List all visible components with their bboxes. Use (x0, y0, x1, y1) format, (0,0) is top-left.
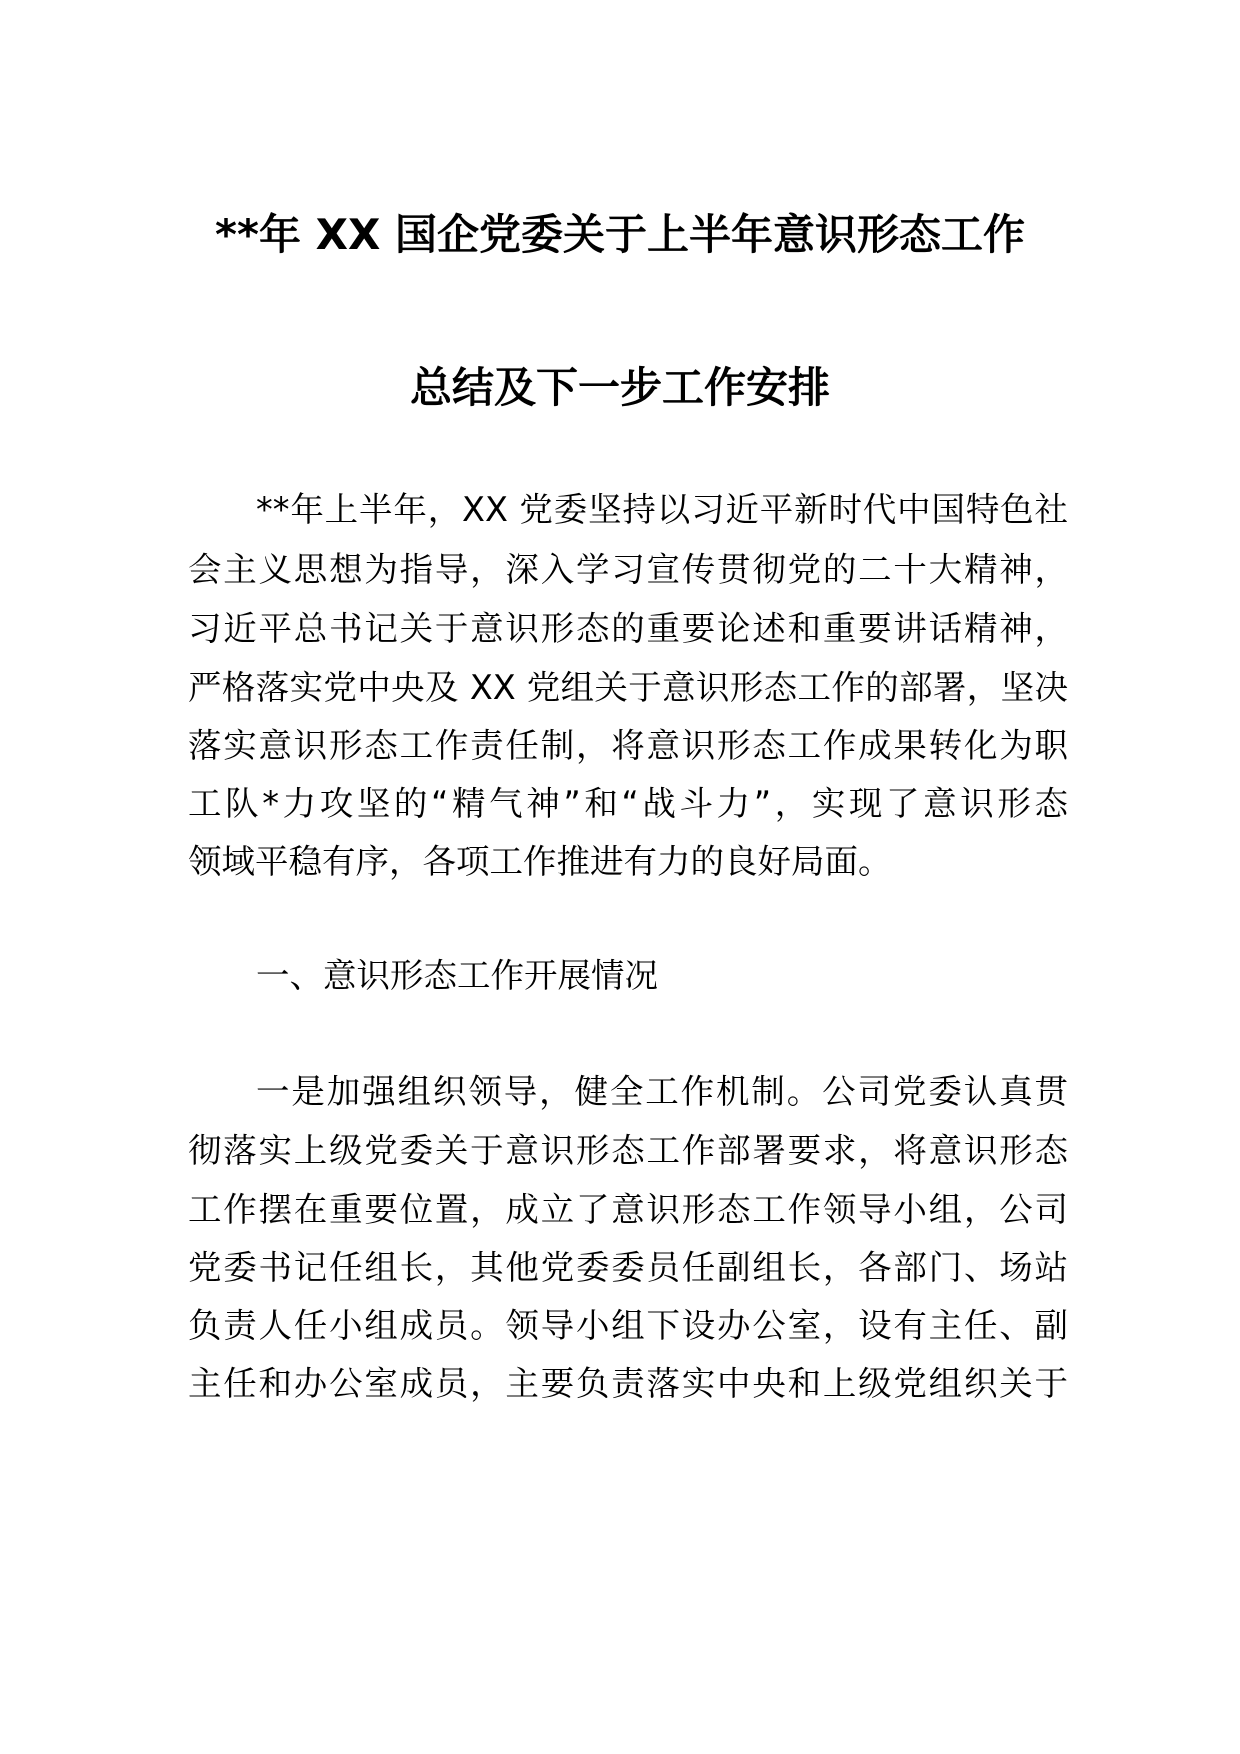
intro-line: **年上半年，XX 党委坚持以习近平新时代中国特色社 (256, 490, 1068, 529)
intro-line: 严格落实党中央及 XX 党组关于意识形态工作的部署，坚决 (188, 668, 1068, 707)
section-paragraph-line: 一是加强组织领导，健全工作机制。公司党委认真贯 (256, 1072, 1068, 1111)
section-paragraph-line: 主任和办公室成员，主要负责落实中央和上级党组织关于 (188, 1364, 1068, 1403)
intro-line: 会主义思想为指导，深入学习宣传贯彻党的二十大精神， (188, 550, 1068, 589)
section-paragraph-line: 彻落实上级党委关于意识形态工作部署要求，将意识形态 (188, 1131, 1068, 1170)
document-title-line-1: **年 XX 国企党委关于上半年意识形态工作 (215, 210, 1025, 259)
section-paragraph-line: 工作摆在重要位置，成立了意识形态工作领导小组，公司 (188, 1190, 1068, 1229)
intro-line: 落实意识形态工作责任制，将意识形态工作成果转化为职 (188, 726, 1068, 765)
document-title-line-2: 总结及下一步工作安排 (409, 363, 830, 412)
section-paragraph-line: 党委书记任组长，其他党委委员任副组长，各部门、场站 (188, 1248, 1068, 1287)
section-paragraph-line: 负责人任小组成员。领导小组下设办公室，设有主任、副 (188, 1306, 1068, 1345)
intro-line: 领域平稳有序，各项工作推进有力的良好局面。 (188, 842, 892, 881)
intro-line: 工队*力攻坚的“精气神”和“战斗力”，实现了意识形态 (188, 784, 1068, 823)
intro-line: 习近平总书记关于意识形态的重要论述和重要讲话精神， (188, 609, 1068, 648)
section-heading: 一、意识形态工作开展情况 (256, 956, 658, 995)
